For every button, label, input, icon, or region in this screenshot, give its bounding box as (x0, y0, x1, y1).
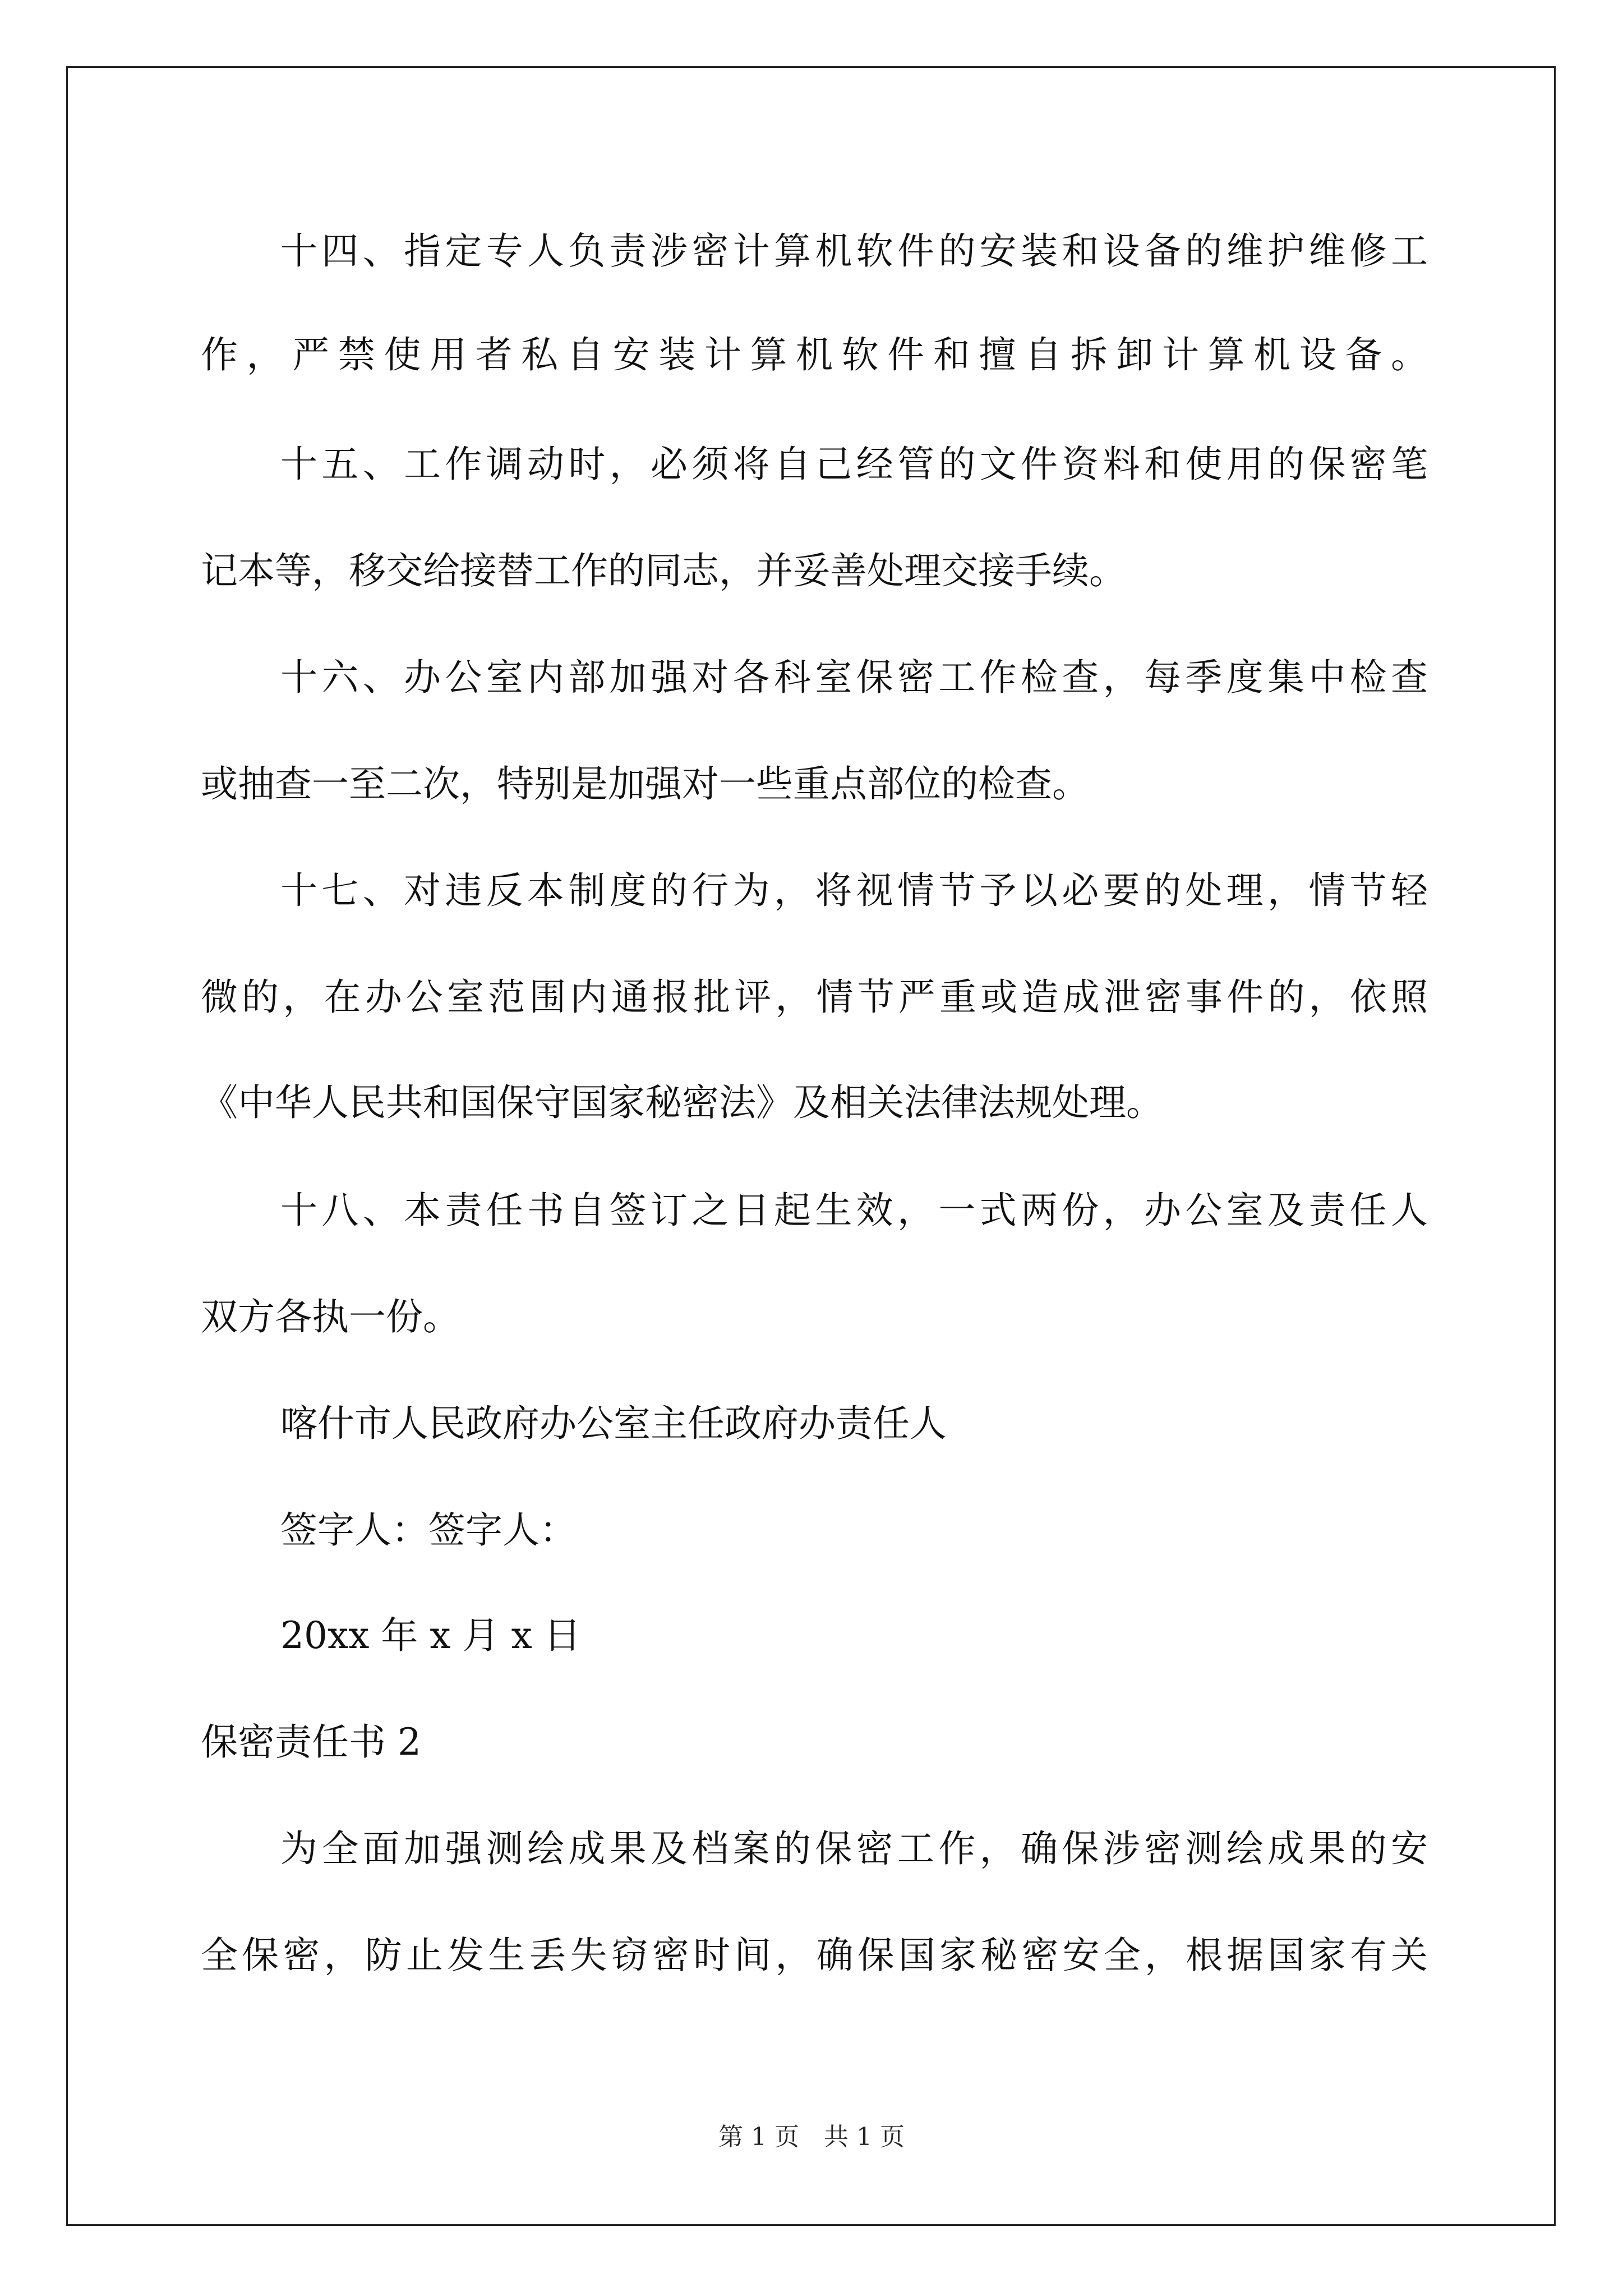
section-title: 保密责任书 2 (201, 1720, 421, 1764)
paragraph-line: 十七、对违反本制度的行为，将视情节予以必要的处理，情节轻 (280, 869, 1428, 912)
paragraph-line: 十五、工作调动时，必须将自己经管的文件资料和使用的保密笔 (280, 443, 1428, 486)
paragraph-line: 微的，在办公室范围内通报批评，情节严重或造成泄密事件的，依照 (201, 976, 1428, 1019)
paragraph-line: 十四、指定专人负责涉密计算机软件的安装和设备的维护维修工 (280, 229, 1428, 273)
paragraph-line: 作，严禁使用者私自安装计算机软件和擅自拆卸计算机设备。 (201, 333, 1428, 376)
date-line: 20xx 年 x 月 x 日 (280, 1614, 581, 1657)
paragraph-line: 《中华人民共和国保守国家秘密法》及相关法律法规处理。 (201, 1081, 1163, 1124)
page-number-footer: 第 1 页 共 1 页 (718, 2123, 905, 2151)
paragraph-line: 十六、办公室内部加强对各科室保密工作检查，每季度集中检查 (280, 656, 1428, 699)
page-border (66, 66, 1556, 2226)
paragraph-line: 全保密，防止发生丢失窃密时间，确保国家秘密安全，根据国家有关 (201, 1934, 1428, 1977)
paragraph-line: 十八、本责任书自签订之日起生效，一式两份，办公室及责任人 (280, 1189, 1428, 1232)
paragraph-line: 或抽查一至二次，特别是加强对一些重点部位的检查。 (201, 762, 1089, 806)
paragraph-line: 双方各执一份。 (201, 1295, 460, 1338)
signature-line: 签字人：签字人： (280, 1508, 577, 1552)
signature-org-line: 喀什市人民政府办公室主任政府办责任人 (280, 1402, 947, 1445)
paragraph-line: 为全面加强测绘成果及档案的保密工作，确保涉密测绘成果的安 (280, 1827, 1428, 1870)
paragraph-line: 记本等，移交给接替工作的同志，并妥善处理交接手续。 (201, 549, 1126, 592)
